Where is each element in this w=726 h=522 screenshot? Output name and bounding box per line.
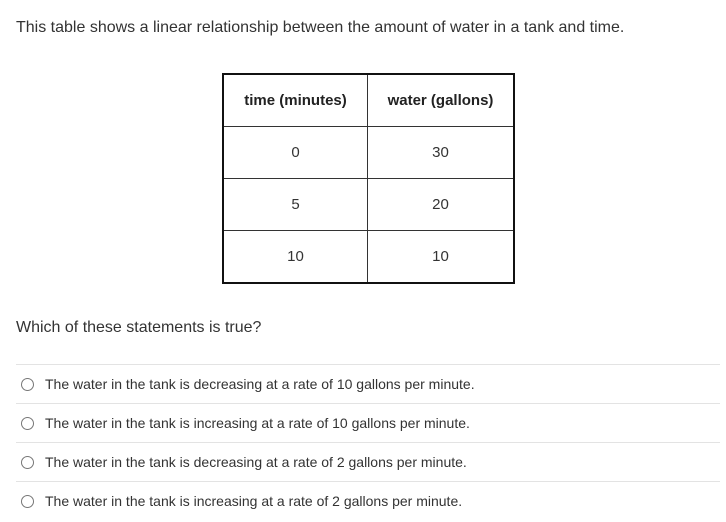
column-header-water: water (gallons) [368,74,515,127]
answer-choices [16,364,720,520]
answer-choice-label[interactable]: The water in the tank is increasing at a rate of 10 gallons per minute. [45,415,470,431]
table-cell-time: 10 [223,231,368,284]
radio-button-icon[interactable] [21,378,34,391]
table-cell-water: 30 [368,127,515,179]
question-text: Which of these statements is true? [16,319,262,336]
answer-choice-4[interactable] [16,481,720,520]
column-header-time: time (minutes) [223,74,368,127]
intro-text: This table shows a linear relationship between the amount of water in a tank and time. [16,19,625,36]
answer-choice-label[interactable]: The water in the tank is decreasing at a rate of 10 gallons per minute. [45,376,475,392]
radio-button-icon[interactable] [21,456,34,469]
answer-choice-3[interactable] [16,442,720,481]
radio-button-icon[interactable] [21,495,34,508]
answer-choice-label[interactable]: The water in the tank is decreasing at a rate of 2 gallons per minute. [45,454,467,470]
table-cell-water: 10 [368,231,515,284]
answer-choice-label[interactable]: The water in the tank is increasing at a rate of 2 gallons per minute. [45,493,463,509]
table-row [223,127,514,179]
table-row [223,179,514,231]
table-cell-time: 0 [223,127,368,179]
answer-choice-2[interactable] [16,403,720,442]
radio-button-icon[interactable] [21,417,34,430]
data-table [222,73,515,284]
answer-choice-1[interactable] [16,364,720,403]
table-header-row [223,74,514,127]
table-cell-time: 5 [223,179,368,231]
table-cell-water: 20 [368,179,515,231]
table-row [223,231,514,284]
